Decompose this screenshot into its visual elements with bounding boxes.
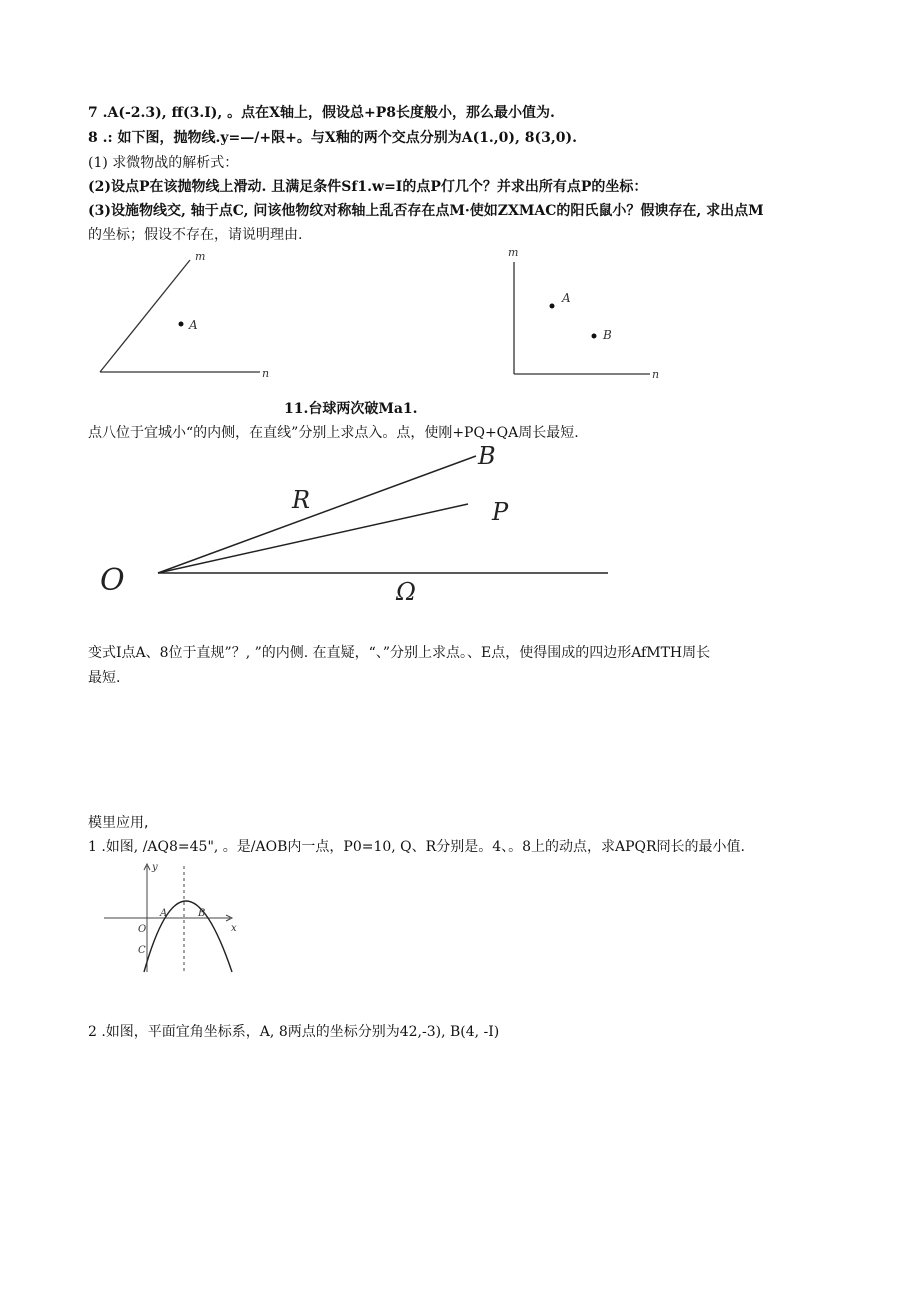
fig3-label-q: Ω <box>396 578 416 606</box>
variant-text: 变式I点A、8位于直规”？, ”的内侧. 在直疑，“、”分别上求点。、E点，使得围成的四边形AfMTH周长 <box>88 645 711 661</box>
problem-11-text: 点八位于宜城小“的内侧，在直线”分别上求点入。点，使刚+PQ+QA周长最短. <box>88 425 579 441</box>
fig4-label-a: A <box>160 908 168 919</box>
problem-8-part-3-cont: 的坐标；假设不存在，请说明理由. <box>88 227 303 243</box>
fig4-label-o: O <box>138 924 147 935</box>
fig3-label-p: P <box>492 498 509 526</box>
model-application-heading: 模里应用, <box>88 815 149 831</box>
angle-figure-2 <box>500 242 680 382</box>
application-problem-2: 2 .如图，平面宜角坐标系，A, 8两点的坐标分别为42,-3), B(4, -I) <box>88 1024 500 1040</box>
parabola-figure <box>100 856 245 978</box>
fig4-label-b: B <box>198 908 206 919</box>
problem-11-title: 11.台球两次破Ma1. <box>284 401 418 417</box>
fig1-label-m: m <box>195 250 206 263</box>
angle-figure-1 <box>92 246 282 386</box>
problem-7: 7 .A(-2.3), ff(3.I), 。点在X轴上，假设总+P8长度般小，那么最小值为. <box>88 105 555 121</box>
problem-8-part-3: (3)设施物线交, 轴于点C, 问该他物纹对称轴上乱否存在点M·使如ZXMAC的阳氏鼠小？假谀存在, 求出点M <box>88 203 764 219</box>
fig2-label-a: A <box>562 291 571 305</box>
problem-8-part-2: (2)设点P在该抛物线上滑动. 且满足条件Sf1.w=I的点P仃几个？并求出所有点P的坐标： <box>88 179 648 195</box>
fig2-label-b: B <box>603 328 612 342</box>
application-problem-1: 1 .如图, /AQ8=45", 。是/AOB内一点，P0=10, Q、R分别是。4、。8上的动点，求APQR冏长的最小值. <box>88 839 746 855</box>
fig3-label-o: O <box>100 563 125 598</box>
fig1-label-a: A <box>189 318 198 332</box>
variant-text-cont: 最短. <box>88 670 121 686</box>
fig1-label-n: n <box>262 367 270 380</box>
problem-8: 8 .: 如下图，抛物线.y=—/+限+。与X釉的两个交点分别为A(1.,0), 8(3,0). <box>88 130 578 146</box>
fig3-label-r: R <box>292 486 311 514</box>
fig4-label-x: x <box>231 923 237 934</box>
fig4-label-c: C <box>138 945 146 956</box>
fig2-label-n: n <box>652 368 660 381</box>
rays-figure <box>100 440 620 610</box>
problem-8-part-1: (1) 求微物战的解析式： <box>88 155 239 171</box>
fig4-label-y: y <box>152 862 158 873</box>
fig3-label-b: B <box>478 442 496 470</box>
fig2-label-m: m <box>508 246 519 259</box>
